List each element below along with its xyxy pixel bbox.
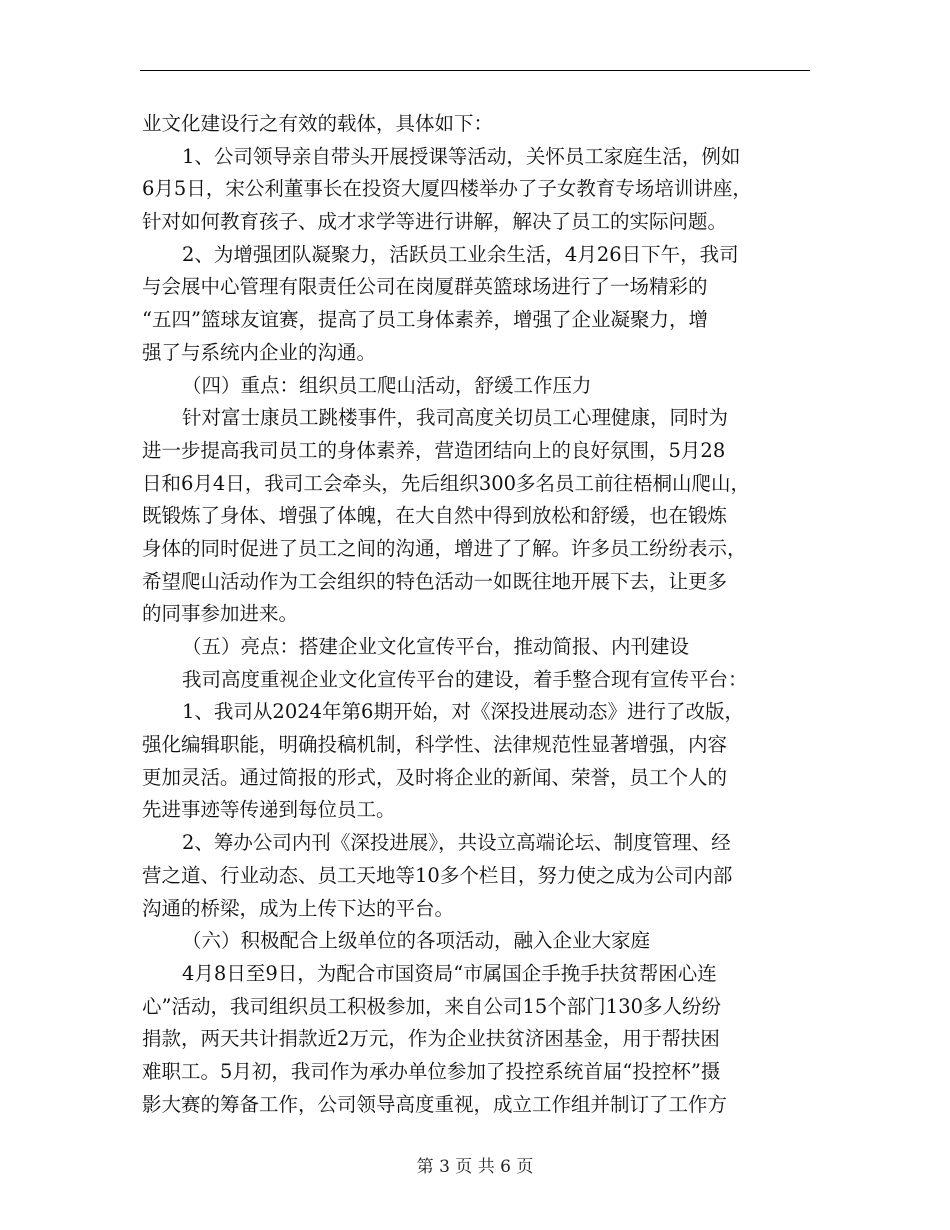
text-line: 1、公司领导亲自带头开展授课等活动，关怀员工家庭生活，例如: [182, 144, 741, 168]
text-line: 我司高度重视企业文化宣传平台的建设，着手整合现有宣传平台：: [182, 667, 748, 691]
header-rule: [140, 70, 810, 71]
text-line: 影大赛的筹备工作，公司领导高度重视，成立工作组并制订了工作方: [142, 1092, 728, 1116]
page-footer: 第 3 页 共 6 页: [416, 1157, 534, 1177]
text-line: 4月8日至9日，为配合市国资局“市属国企手挽手扶贫帮困心连: [182, 961, 717, 985]
text-line: 沟通的桥梁，成为上传下达的平台。: [142, 896, 455, 920]
text-line: 希望爬山活动作为工会组织的特色活动一如既往地开展下去，让更多: [142, 569, 728, 593]
body-text: [142, 108, 810, 1121]
text-line: “五四”篮球友谊赛，提高了员工身体素养，增强了企业凝聚力，增: [142, 308, 708, 332]
text-line: 业文化建设行之有效的载体，具体如下：: [142, 112, 494, 135]
text-line: 进一步提高我司员工的身体素养，营造团结向上的良好氛围，5月28: [142, 438, 726, 462]
text-line: 2、为增强团队凝聚力，活跃员工业余生活，4月26日下午，我司: [182, 242, 739, 266]
text-line: （四）重点：组织员工爬山活动，舒缓工作压力: [182, 373, 592, 397]
text-line: 6月5日，宋公利董事长在投资大厦四楼举办了子女教育专场培训讲座，: [142, 177, 752, 201]
text-line: 2、筹办公司内刊《深投进展》，共设立高端论坛、制度管理、经: [182, 831, 731, 855]
text-line: 1、我司从2024年第6期开始，对《深投进展动态》进行了改版，: [182, 700, 744, 724]
text-line: 身体的同时促进了员工之间的沟通，增进了了解。许多员工纷纷表示，: [142, 536, 747, 560]
text-line: 针对如何教育孩子、成才求学等进行讲解，解决了员工的实际问题。: [142, 210, 728, 234]
text-line: 营之道、行业动态、员工天地等10多个栏目，努力使之成为公司内部: [142, 863, 733, 887]
text-line: 强化编辑职能，明确投稿机制，科学性、法律规范性显著增强，内容: [142, 733, 728, 757]
text-line: 更加灵活。通过简报的形式，及时将企业的新闻、荣誉，员工个人的: [142, 765, 728, 789]
text-line: 先进事迹等传递到每位员工。: [142, 798, 396, 822]
text-line: （五）亮点：搭建企业文化宣传平台，推动简报、内刊建设: [182, 635, 690, 658]
text-line: 心”活动，我司组织员工积极参加，来自公司15个部门130多人纷纷: [142, 994, 722, 1018]
text-line: 的同事参加进来。: [142, 602, 299, 626]
text-line: 与会展中心管理有限责任公司在岗厦群英篮球场进行了一场精彩的: [142, 275, 708, 299]
text-line: 既锻炼了身体、增强了体魄，在大自然中得到放松和舒缓，也在锻炼: [142, 504, 728, 528]
text-line: 强了与系统内企业的沟通。: [142, 340, 377, 364]
text-line: 捐款，两天共计捐款近2万元，作为企业扶贫济困基金，用于帮扶困: [142, 1027, 720, 1051]
text-line: 难职工。5月初，我司作为承办单位参加了投控系统首届“投控杯”摄: [142, 1059, 721, 1083]
text-line: 针对富士康员工跳楼事件，我司高度关切员工心理健康，同时为: [182, 406, 729, 430]
text-line: 日和6月4日，我司工会牵头，先后组织300多名员工前往梧桐山爬山，: [142, 471, 751, 495]
text-line: （六）积极配合上级单位的各项活动，融入企业大家庭: [182, 929, 651, 953]
